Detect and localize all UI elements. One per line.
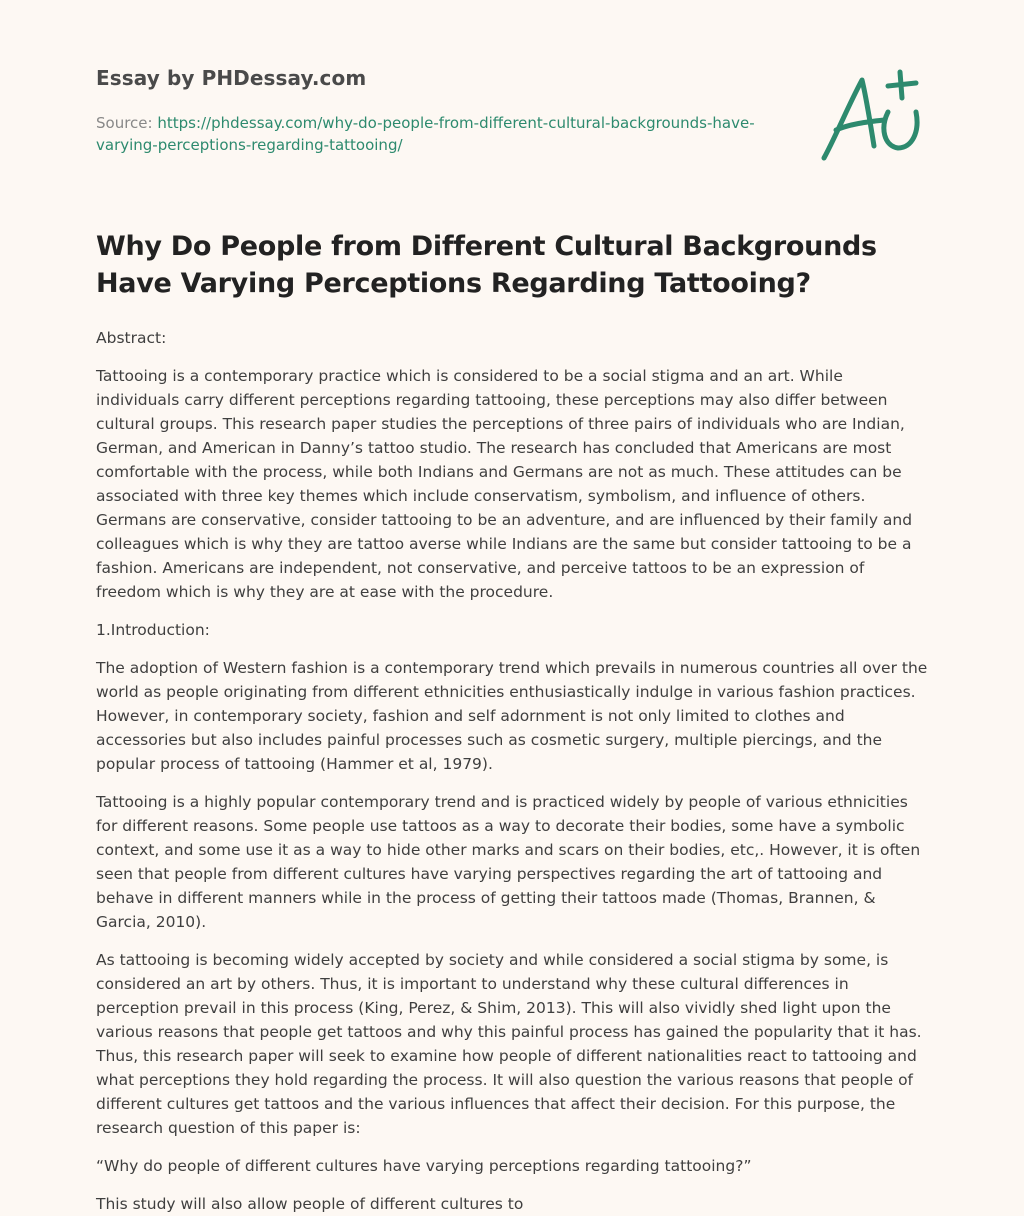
source-label: Source: — [96, 114, 158, 132]
source-line — [96, 112, 786, 156]
paragraph: This study will also allow people of different cultures to — [96, 1195, 524, 1213]
source-link[interactable]: https://phdessay.com/why-do-people-from-different-cultural-backgrounds-have-varying-perceptions-regarding-tattooing/ — [96, 114, 755, 154]
paragraph: As tattooing is becoming widely accepted by society and while considered a social stigma by some, is considered an art by others. Thus, it is important to understand why these cultural differences in perception prevail in this process (King, Perez, & Shim, 2013). This will also vividly shed light upon the various reasons that people get tattoos and why this painful process has gained the popularity that it has. Thus, this research paper will seek to examine how people of different nationalities react to tattooing and what perceptions they hold regarding the process. It will also question the various reasons that people of different cultures get tattoos and the various influences that affect their decision. For this purpose, the research question of this paper is: — [96, 951, 922, 1137]
essay-body — [96, 326, 928, 1216]
paragraph: The adoption of Western fashion is a contemporary trend which prevails in numerous countries all over the world as people originating from different ethnicities enthusiastically indulge in various fashion practices. However, in contemporary society, fashion and self adornment is not only limited to clothes and accessories but also includes painful processes such as cosmetic surgery, multiple piercings, and the popular process of tattooing (Hammer et al, 1979). — [96, 659, 928, 773]
paragraph: Tattooing is a highly popular contemporary trend and is practiced widely by people of various ethnicities for different reasons. Some people use tattoos as a way to decorate their bodies, some have a symbolic context, and some use it as a way to hide other marks and scars on their bodies, etc,. However, it is often seen that people from different cultures have varying perspectives regarding the art of tattooing and behave in different manners while in the process of getting their tattoos made (Thomas, Brannen, & Garcia, 2010). — [96, 793, 921, 931]
brand-title: Essay by PHDessay.com — [96, 66, 367, 90]
research-question: “Why do people of different cultures have varying perceptions regarding tattooing?” — [96, 1157, 752, 1175]
a-plus-logo-icon — [818, 66, 928, 166]
document-header — [96, 0, 928, 190]
essay-title: Why Do People from Different Cultural Backgrounds Have Varying Perceptions Regarding Tattooing? — [96, 231, 877, 299]
introduction-heading: 1.Introduction: — [96, 621, 210, 639]
abstract-heading: Abstract: — [96, 329, 167, 347]
abstract-paragraph: Tattooing is a contemporary practice which is considered to be a social stigma and an art. While individuals carry different perceptions regarding tattooing, these perceptions may also differ between cultural groups. This research paper studies the perceptions of three pairs of individuals who are Indian, German, and American in Danny’s tattoo studio. The research has concluded that Americans are most comfortable with the process, while both Indians and Germans are not as much. These attitudes can be associated with three key themes which include conservatism, symbolism, and influence of others. Germans are conservative, consider tattooing to be an adventure, and are influenced by their family and colleagues which is why they are tattoo averse while Indians are the same but consider tattooing to be a fashion. Americans are independent, not conservative, and perceive tattoos to be an expression of freedom which is why they are at ease with the procedure. — [96, 367, 913, 601]
